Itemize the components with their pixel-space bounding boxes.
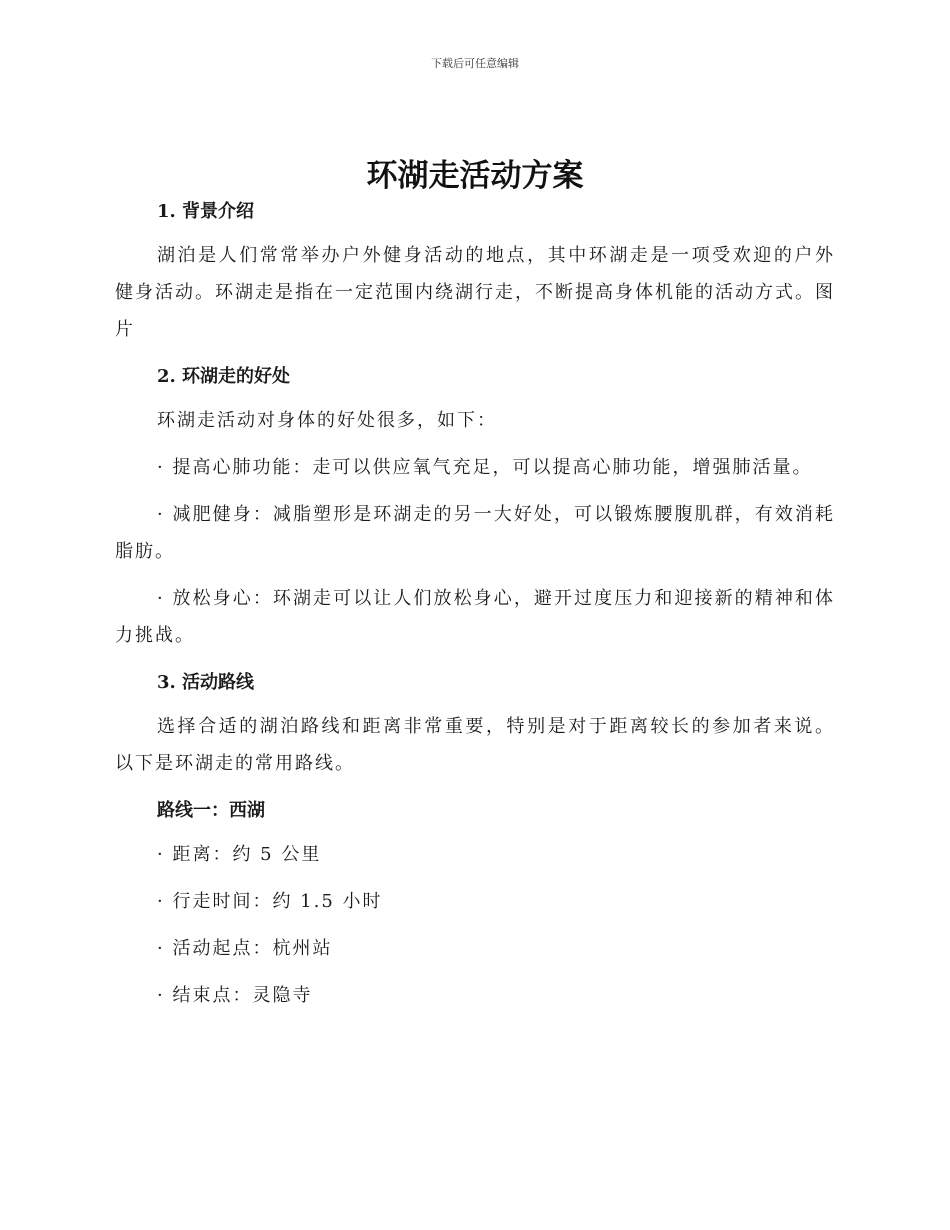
route-item-distance: · 距离：约 5 公里 — [157, 844, 322, 865]
route-heading: 路线一：西湖 — [157, 800, 265, 821]
paragraph-benefits-intro: 环湖走活动对身体的好处很多，如下： — [157, 410, 497, 431]
header-note: 下载后可任意编辑 — [431, 57, 519, 70]
route-item-end: · 结束点：灵隐寺 — [157, 985, 313, 1006]
benefit-item-fitness: · 减肥健身：减脂塑形是环湖走的另一大好处，可以锻炼腰腹肌群，有效消耗脂肪。 — [115, 504, 835, 562]
paragraph-background: 湖泊是人们常常举办户外健身活动的地点，其中环湖走是一项受欢迎的户外健身活动。环湖走是指在一定范围内绕湖行走，不断提高身体机能的活动方式。图片 — [115, 245, 835, 340]
benefit-item-relax: · 放松身心：环湖走可以让人们放松身心，避开过度压力和迎接新的精神和体力挑战。 — [115, 588, 835, 646]
document-body — [115, 197, 835, 1014]
paragraph-route-intro: 选择合适的湖泊路线和距离非常重要，特别是对于距离较长的参加者来说。以下是环湖走的常用路线。 — [115, 716, 835, 774]
section-heading-background: 1. 背景介绍 — [157, 201, 255, 222]
route-item-start: · 活动起点：杭州站 — [157, 938, 333, 959]
route-item-duration: · 行走时间：约 1.5 小时 — [157, 891, 383, 912]
section-heading-benefits: 2. 环湖走的好处 — [157, 366, 291, 387]
page-title: 环湖走活动方案 — [366, 158, 584, 194]
section-heading-route: 3. 活动路线 — [157, 672, 255, 693]
benefit-item-cardio: · 提高心肺功能：走可以供应氧气充足，可以提高心肺功能，增强肺活量。 — [157, 457, 813, 478]
